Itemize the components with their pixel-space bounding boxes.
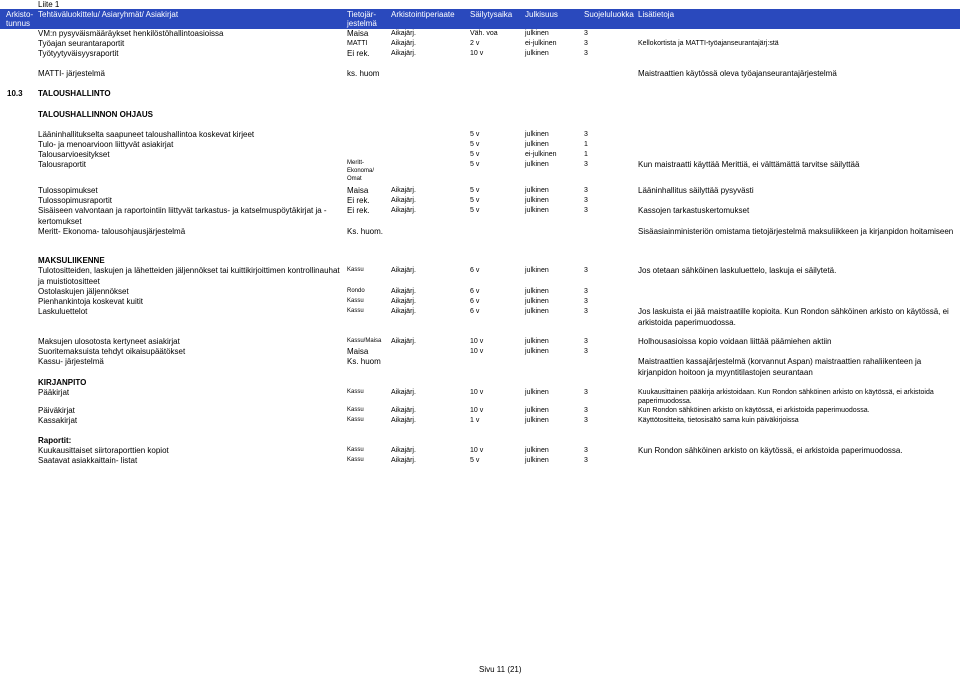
- row-publicity: julkinen: [525, 267, 549, 274]
- row-note: Kun Rondon sähköinen arkisto on käytössä, ei arkistoida paperimuodossa.: [638, 407, 870, 414]
- header-notes: Lisätietoja: [638, 10, 675, 19]
- subsection-title: TALOUSHALLINNON OHJAUS: [38, 110, 153, 119]
- row-title: Lääninhallitukselta saapuneet taloushallintoa koskevat kirjeet: [38, 130, 255, 139]
- row-archiving: Aikajärj.: [391, 207, 416, 214]
- row-archiving: Aikajärj.: [391, 267, 416, 274]
- row-title: Talousraportit: [38, 160, 87, 169]
- row-archiving: Aikajärj.: [391, 187, 416, 194]
- row-system: Ei rek.: [347, 196, 370, 205]
- row-title: Työajan seurantaraportit: [38, 39, 125, 48]
- row-protection: 3: [584, 131, 588, 138]
- row-retention: 5 v: [470, 207, 480, 214]
- row-title: Maksujen ulosotosta kertyneet asiakirjat: [38, 337, 180, 346]
- row-system-line3: Omat: [347, 176, 362, 182]
- row-system: Maisa: [347, 347, 369, 356]
- header-archiving: Arkistointiperiaate: [391, 10, 455, 19]
- row-title: Tulo- ja menoarvioon liittyvät asiakirjat: [38, 140, 174, 149]
- row-system: MATTI: [347, 40, 368, 47]
- row-archiving: Aikajärj.: [391, 407, 416, 414]
- row-protection: 3: [584, 197, 588, 204]
- row-protection: 3: [584, 50, 588, 57]
- row-archiving: Aikajärj.: [391, 389, 416, 396]
- row-publicity: julkinen: [525, 457, 549, 464]
- row-system: Meritt-: [347, 160, 364, 166]
- row-protection: 3: [584, 40, 588, 47]
- row-system: Kassu: [347, 417, 364, 423]
- row-system: ks. huom: [347, 69, 380, 78]
- row-note: Jos otetaan sähköinen laskuluettelo, laskuja ei säilytetä.: [638, 266, 837, 275]
- row-publicity: julkinen: [525, 348, 549, 355]
- row-archiving: Aikajärj.: [391, 40, 416, 47]
- row-note: Jos laskuista ei jää maistraatille kopioita. Kun Rondon sähköinen arkisto on käytössä, ei: [638, 307, 949, 316]
- row-protection: 3: [584, 417, 588, 424]
- row-publicity: julkinen: [525, 207, 549, 214]
- row-title: Tulossopimusraportit: [38, 196, 112, 205]
- row-title: Tulotositteiden, laskujen ja lähetteiden jäljennökset tai kuittikirjoittimen kontrollinauhat: [38, 266, 340, 275]
- row-title: Kuukausittaiset siirtoraporttien kopiot: [38, 446, 169, 455]
- row-retention: 6 v: [470, 288, 480, 295]
- row-publicity: ei-julkinen: [525, 40, 557, 47]
- row-archiving: Aikajärj.: [391, 457, 416, 464]
- row-retention: 5 v: [470, 187, 480, 194]
- table-header: [0, 9, 960, 29]
- row-publicity: julkinen: [525, 447, 549, 454]
- row-protection: 3: [584, 338, 588, 345]
- row-publicity: julkinen: [525, 161, 549, 168]
- header-archive-id: Arkisto-: [6, 10, 34, 19]
- row-note: Maistraattien kassajärjestelmä (korvannut Aspan) maistraattien rahaliikenteen ja: [638, 357, 922, 366]
- row-publicity: julkinen: [525, 197, 549, 204]
- row-publicity: julkinen: [525, 298, 549, 305]
- row-publicity: julkinen: [525, 417, 549, 424]
- row-note: Lääninhallitus säilyttää pysyvästi: [638, 186, 754, 195]
- row-title: Pienhankintoja koskevat kuitit: [38, 297, 143, 306]
- header-protection: Suojeluluokka: [584, 10, 634, 19]
- row-title: Suoritemaksuista tehdyt oikaisupäätökset: [38, 347, 186, 356]
- row-retention: 6 v: [470, 308, 480, 315]
- header-task-class: Tehtäväluokittelu/ Asiaryhmät/ Asiakirjat: [38, 10, 179, 19]
- row-system: Ks. huom.: [347, 227, 384, 236]
- row-retention: 6 v: [470, 298, 480, 305]
- row-title: Meritt- Ekonoma- talousohjausjärjestelmä: [38, 227, 186, 236]
- row-system: Kassu: [347, 457, 364, 463]
- row-title-line2: kertomukset: [38, 217, 82, 226]
- row-note-line2: paperimuodossa.: [638, 398, 692, 405]
- row-title: VM:n pysyväismääräykset henkilöstöhallintoasioissa: [38, 29, 224, 38]
- row-system: Kassu: [347, 447, 364, 453]
- row-system: Rondo: [347, 288, 365, 294]
- row-archiving: Aikajärj.: [391, 50, 416, 57]
- row-retention: 1 v: [470, 417, 480, 424]
- row-retention: 6 v: [470, 267, 480, 274]
- row-retention: Väh. voa: [470, 30, 498, 37]
- row-note: Käyttötositteita, tietosisältö sama kuin päiväkirjoissa: [638, 417, 799, 424]
- row-retention: 10 v: [470, 407, 484, 414]
- row-note: Kuukausittainen pääkirja arkistoidaan. Kun Rondon sähköinen arkisto on käytössä, ei arkistoida: [638, 389, 934, 396]
- row-title: Päiväkirjat: [38, 406, 75, 415]
- row-retention: 10 v: [470, 50, 484, 57]
- row-note: Maistraattien käytössä oleva työajanseurantajärjestelmä: [638, 69, 837, 78]
- header-publicity: Julkisuus: [525, 10, 558, 19]
- row-publicity: julkinen: [525, 30, 549, 37]
- row-note-line2: kirjanpidon hoitoon ja myyntitilastojen seurantaan: [638, 368, 813, 377]
- row-system: Maisa: [347, 186, 369, 195]
- row-title: Sisäiseen valvontaan ja raportointiin liittyvät tarkastus- ja katselmuspöytäkirjat ja -: [38, 206, 327, 215]
- row-publicity: julkinen: [525, 131, 549, 138]
- subsection-title: Raportit:: [38, 436, 72, 445]
- row-archiving: Aikajärj.: [391, 30, 416, 37]
- row-archiving: Aikajärj.: [391, 308, 416, 315]
- row-note: Sisäasiainministeriön omistama tietojärjestelmä maksuliikkeen ja kirjanpidon hoitamiseen: [638, 227, 954, 236]
- row-system: Kassu: [347, 308, 364, 314]
- row-publicity: julkinen: [525, 389, 549, 396]
- row-protection: 1: [584, 151, 588, 158]
- row-title: Saatavat asiakkaittain- listat: [38, 456, 138, 465]
- row-title: Tulossopimukset: [38, 186, 98, 195]
- header-archive-id-2: tunnus: [6, 19, 31, 28]
- row-system: Kassu: [347, 267, 364, 273]
- row-publicity: julkinen: [525, 50, 549, 57]
- row-publicity: julkinen: [525, 407, 549, 414]
- row-retention: 5 v: [470, 161, 480, 168]
- row-title: Kassakirjat: [38, 416, 78, 425]
- page-number: Sivu 11 (21): [479, 665, 522, 674]
- row-title: Kassu- järjestelmä: [38, 357, 104, 366]
- row-protection: 3: [584, 407, 588, 414]
- row-note: Kellokortista ja MATTI-työajanseurantajärj:stä: [638, 40, 779, 47]
- row-retention: 5 v: [470, 131, 480, 138]
- row-system: Ks. huom: [347, 357, 381, 366]
- row-retention: 10 v: [470, 348, 484, 355]
- row-archiving: Aikajärj.: [391, 338, 416, 345]
- row-note: Kun Rondon sähköinen arkisto on käytössä, ei arkistoida paperimuodossa.: [638, 446, 903, 455]
- row-retention: 10 v: [470, 389, 484, 396]
- row-note: Holhousasioissa kopio voidaan liittää päämiehen aktiin: [638, 337, 832, 346]
- subsection-title: MAKSULIIKENNE: [38, 256, 105, 265]
- row-title: Laskuluettelot: [38, 307, 88, 316]
- row-protection: 3: [584, 308, 588, 315]
- row-protection: 3: [584, 30, 588, 37]
- row-protection: 3: [584, 298, 588, 305]
- row-protection: 3: [584, 161, 588, 168]
- row-archiving: Aikajärj.: [391, 298, 416, 305]
- subsection-title: KIRJANPITO: [38, 378, 87, 387]
- row-title: Ostolaskujen jäljennökset: [38, 287, 129, 296]
- row-publicity: julkinen: [525, 187, 549, 194]
- appendix-label: Liite 1: [38, 0, 60, 9]
- row-system-line2: Ekonoma/: [347, 168, 375, 174]
- row-title: Työtyytyväisyysraportit: [38, 49, 119, 58]
- header-info-system-2: jestelmä: [347, 19, 377, 28]
- row-protection: 3: [584, 348, 588, 355]
- row-archiving: Aikajärj.: [391, 197, 416, 204]
- header-retention: Säilytysaika: [470, 10, 513, 19]
- row-system: Kassu/Maisa: [347, 338, 382, 344]
- row-protection: 3: [584, 457, 588, 464]
- row-protection: 3: [584, 288, 588, 295]
- section-title: TALOUSHALLINTO: [38, 89, 111, 98]
- row-system: Kassu: [347, 389, 364, 395]
- row-publicity: julkinen: [525, 288, 549, 295]
- row-title: Talousarvioesitykset: [38, 150, 110, 159]
- row-title-line2: ja muistiotositteet: [38, 277, 100, 286]
- row-retention: 10 v: [470, 338, 484, 345]
- row-system: Maisa: [347, 29, 369, 38]
- row-retention: 5 v: [470, 141, 480, 148]
- row-retention: 5 v: [470, 151, 480, 158]
- row-title: MATTI- järjestelmä: [38, 69, 105, 78]
- row-publicity: ei-julkinen: [525, 151, 557, 158]
- header-info-system: Tietojär-: [347, 10, 377, 19]
- row-system: Ei rek.: [347, 49, 370, 58]
- row-retention: 2 v: [470, 40, 480, 47]
- row-system: Kassu: [347, 298, 364, 304]
- row-protection: 3: [584, 447, 588, 454]
- row-note: Kassojen tarkastuskertomukset: [638, 206, 750, 215]
- row-publicity: julkinen: [525, 338, 549, 345]
- section-code: 10.3: [7, 89, 23, 98]
- row-publicity: julkinen: [525, 141, 549, 148]
- row-protection: 3: [584, 267, 588, 274]
- row-archiving: Aikajärj.: [391, 447, 416, 454]
- row-protection: 3: [584, 389, 588, 396]
- row-retention: 10 v: [470, 447, 484, 454]
- row-note: Kun maistraatti käyttää Merittiä, ei välttämättä tarvitse säilyttää: [638, 160, 860, 169]
- row-system: Kassu: [347, 407, 364, 413]
- row-title: Pääkirjat: [38, 388, 70, 397]
- row-retention: 5 v: [470, 197, 480, 204]
- row-archiving: Aikajärj.: [391, 417, 416, 424]
- row-protection: 3: [584, 187, 588, 194]
- row-publicity: julkinen: [525, 308, 549, 315]
- row-retention: 5 v: [470, 457, 480, 464]
- row-archiving: Aikajärj.: [391, 288, 416, 295]
- row-note-line2: arkistoida paperimuodossa.: [638, 318, 736, 327]
- row-protection: 1: [584, 141, 588, 148]
- row-system: Ei rek.: [347, 206, 370, 215]
- row-protection: 3: [584, 207, 588, 214]
